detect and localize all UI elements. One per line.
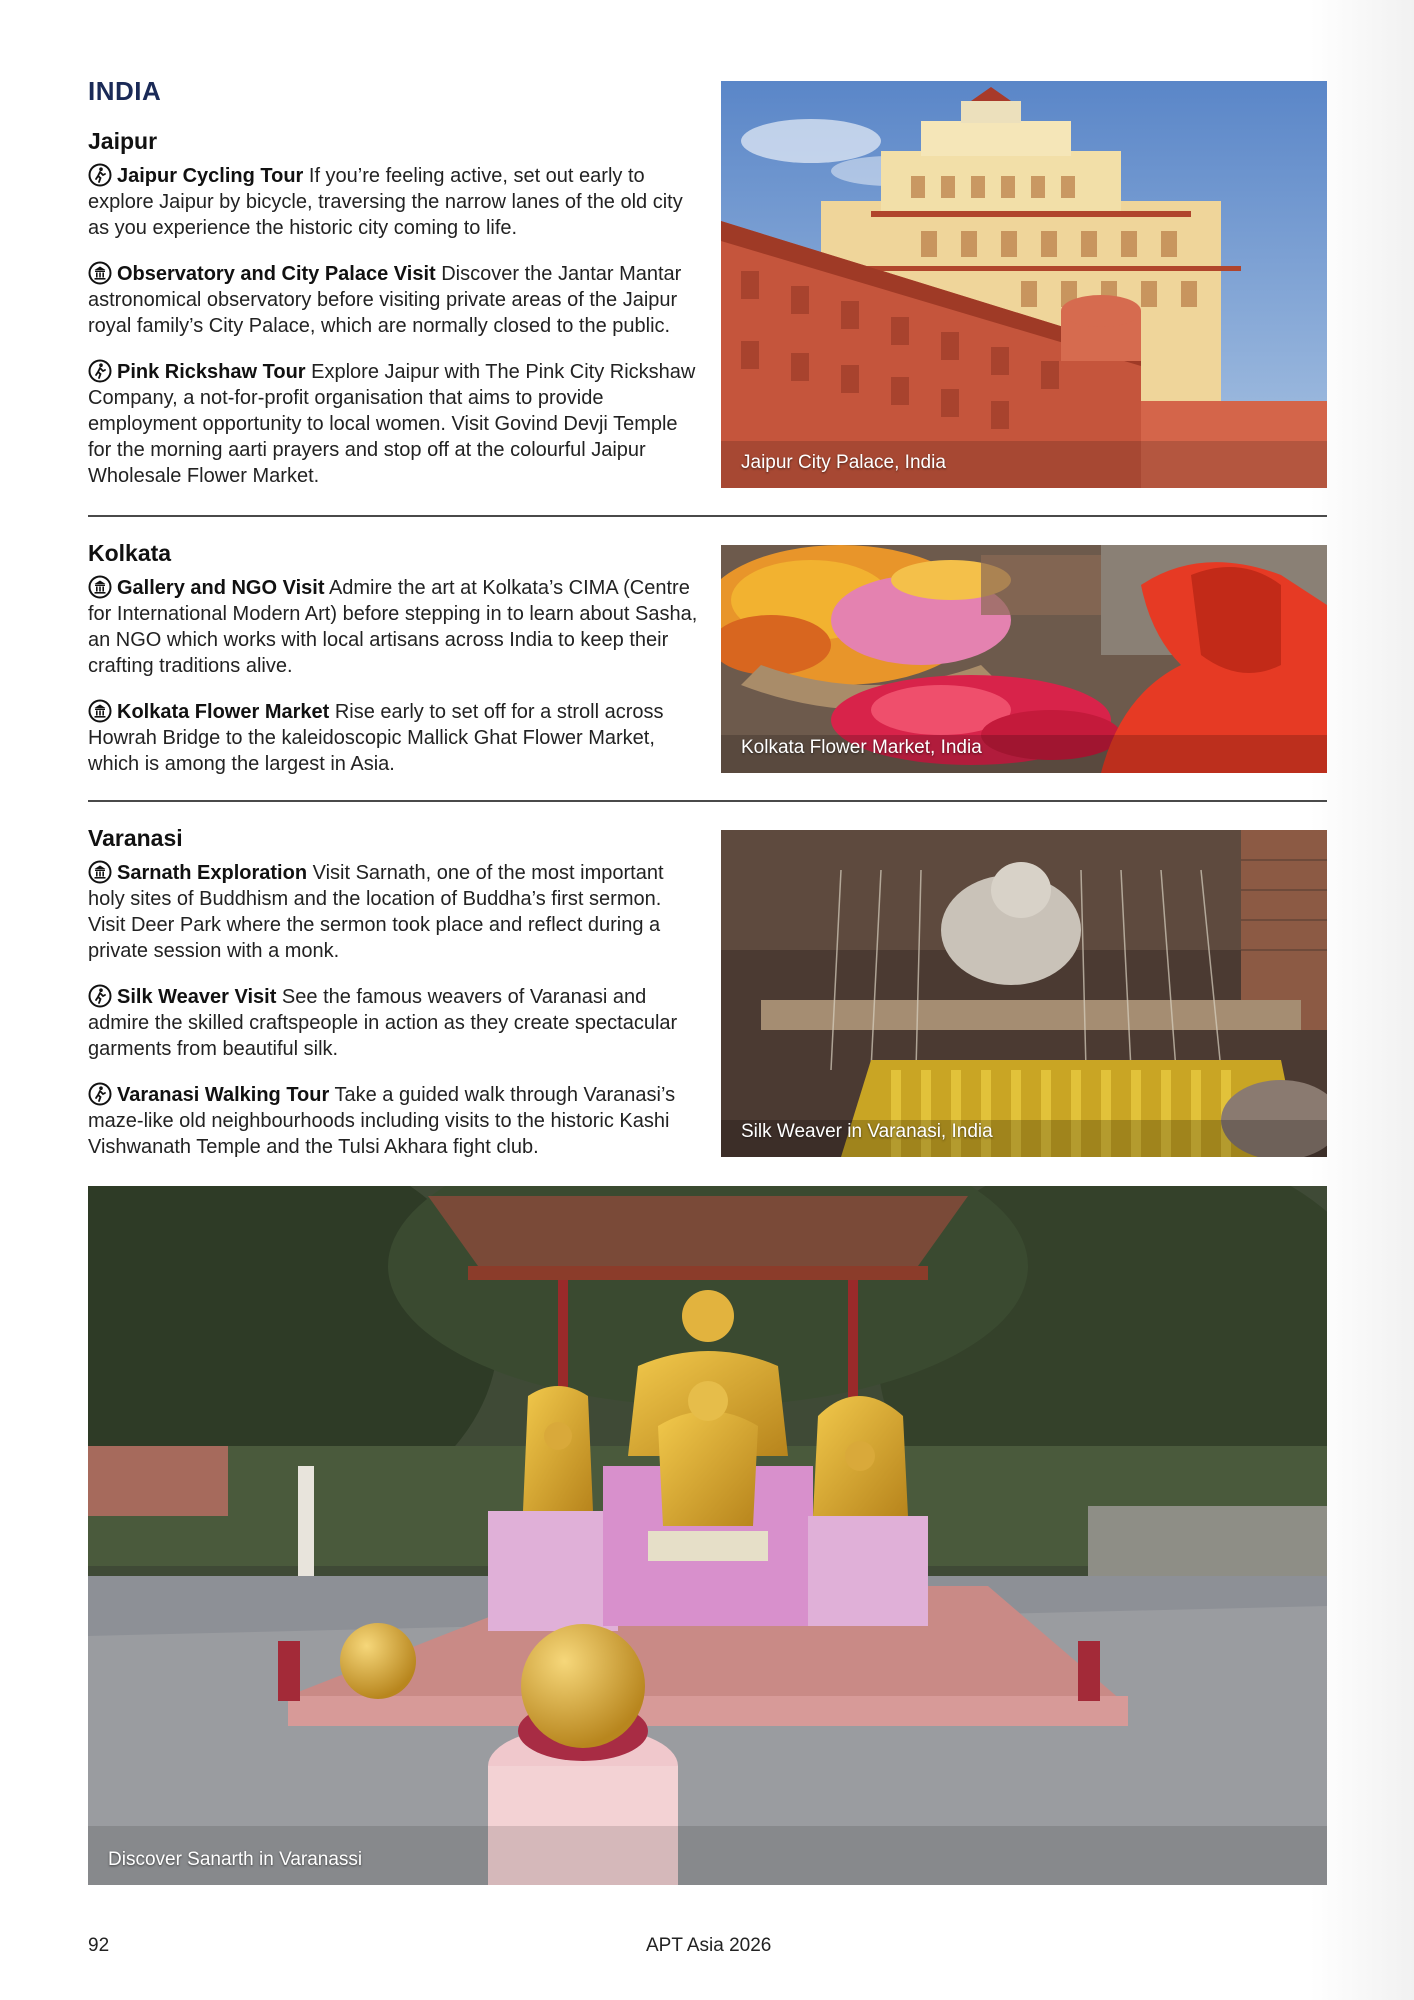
page-title: INDIA xyxy=(88,76,162,106)
activity-item xyxy=(88,699,698,777)
active-walker-icon xyxy=(88,359,112,383)
section-divider xyxy=(88,515,1327,517)
activity-name: Pink Rickshaw Tour xyxy=(117,361,306,383)
cultural-temple-icon xyxy=(88,860,112,884)
section-title-jaipur: Jaipur xyxy=(88,128,158,154)
activity-description: Explore Jaipur with The Pink City Rickshaw Company, a not-for-profit organisation that aims to provide employment opportunity to local women. Visit Govind Devji Temple for the morning aarti prayers and stop off at the colourful Jaipur Wholesale Flower Market. xyxy=(88,361,696,487)
section-divider xyxy=(88,800,1327,802)
activity-name: Varanasi Walking Tour xyxy=(117,1084,330,1106)
photo-caption: Silk Weaver in Varanasi, India xyxy=(741,1121,993,1142)
photo-kolkata-flower-market xyxy=(721,545,1327,773)
activity-description: Rise early to set off for a stroll across Howrah Bridge to the kaleidoscopic Mallick Ghat Flower Market, which is among the largest in Asia. xyxy=(88,701,664,775)
section-title-kolkata: Kolkata xyxy=(88,540,172,566)
cultural-temple-icon xyxy=(88,575,112,599)
activity-item xyxy=(88,359,698,489)
active-walker-icon xyxy=(88,1082,112,1106)
activity-description: If you’re feeling active, set out early to explore Jaipur by bicycle, traversing the narrow lanes of the old city as you experience the historic city coming to life. xyxy=(88,165,683,239)
activity-item xyxy=(88,984,698,1062)
section-title-varanasi: Varanasi xyxy=(88,825,183,851)
active-walker-icon xyxy=(88,163,112,187)
activity-name: Kolkata Flower Market xyxy=(117,701,330,723)
publication-name: APT Asia 2026 xyxy=(646,1935,772,1956)
cultural-temple-icon xyxy=(88,699,112,723)
activity-description: See the famous weavers of Varanasi and admire the skilled craftspeople in action as they create spectacular garments from beautiful silk. xyxy=(88,986,678,1060)
activity-name: Silk Weaver Visit xyxy=(117,986,277,1008)
photo-caption: Jaipur City Palace, India xyxy=(741,452,946,473)
activity-item xyxy=(88,1082,698,1160)
activity-description: Visit Sarnath, one of the most important holy sites of Buddhism and the location of Buddha’s first sermon. Visit Deer Park where the sermon took place and reflect during a private session with a monk. xyxy=(88,862,664,962)
activity-description: Admire the art at Kolkata’s CIMA (Centre for International Modern Art) before stepping in to learn about Sasha, an NGO which works with local artisans across India to keep their crafting traditions alive. xyxy=(88,577,698,677)
photo-caption: Kolkata Flower Market, India xyxy=(741,737,982,758)
photo-jaipur-city-palace xyxy=(721,81,1327,488)
photo-silk-weaver xyxy=(721,830,1327,1157)
activity-name: Sarnath Exploration xyxy=(117,862,308,884)
page-number: 92 xyxy=(88,1935,110,1956)
activity-item xyxy=(88,860,698,964)
activity-item xyxy=(88,163,698,241)
photo-caption: Discover Sanarth in Varanassi xyxy=(108,1849,363,1870)
activity-name: Jaipur Cycling Tour xyxy=(117,165,304,187)
section-kolkata-text xyxy=(88,575,698,797)
section-jaipur-text xyxy=(88,163,698,509)
cultural-temple-icon xyxy=(88,261,112,285)
active-walker-icon xyxy=(88,984,112,1008)
activity-item xyxy=(88,261,698,339)
activity-item xyxy=(88,575,698,679)
activity-description: Take a guided walk through Varanasi’s maze-like old neighbourhoods including visits to the historic Kashi Vishwanath Temple and the Tulsi Akhara fight club. xyxy=(88,1084,676,1158)
section-varanasi-text xyxy=(88,860,698,1180)
activity-name: Gallery and NGO Visit xyxy=(117,577,325,599)
photo-sarnath-shrine xyxy=(88,1186,1327,1885)
activity-description: Discover the Jantar Mantar astronomical observatory before visiting private areas of the Jaipur royal family’s City Palace, which are normally closed to the public. xyxy=(88,263,682,337)
activity-name: Observatory and City Palace Visit xyxy=(117,263,436,285)
